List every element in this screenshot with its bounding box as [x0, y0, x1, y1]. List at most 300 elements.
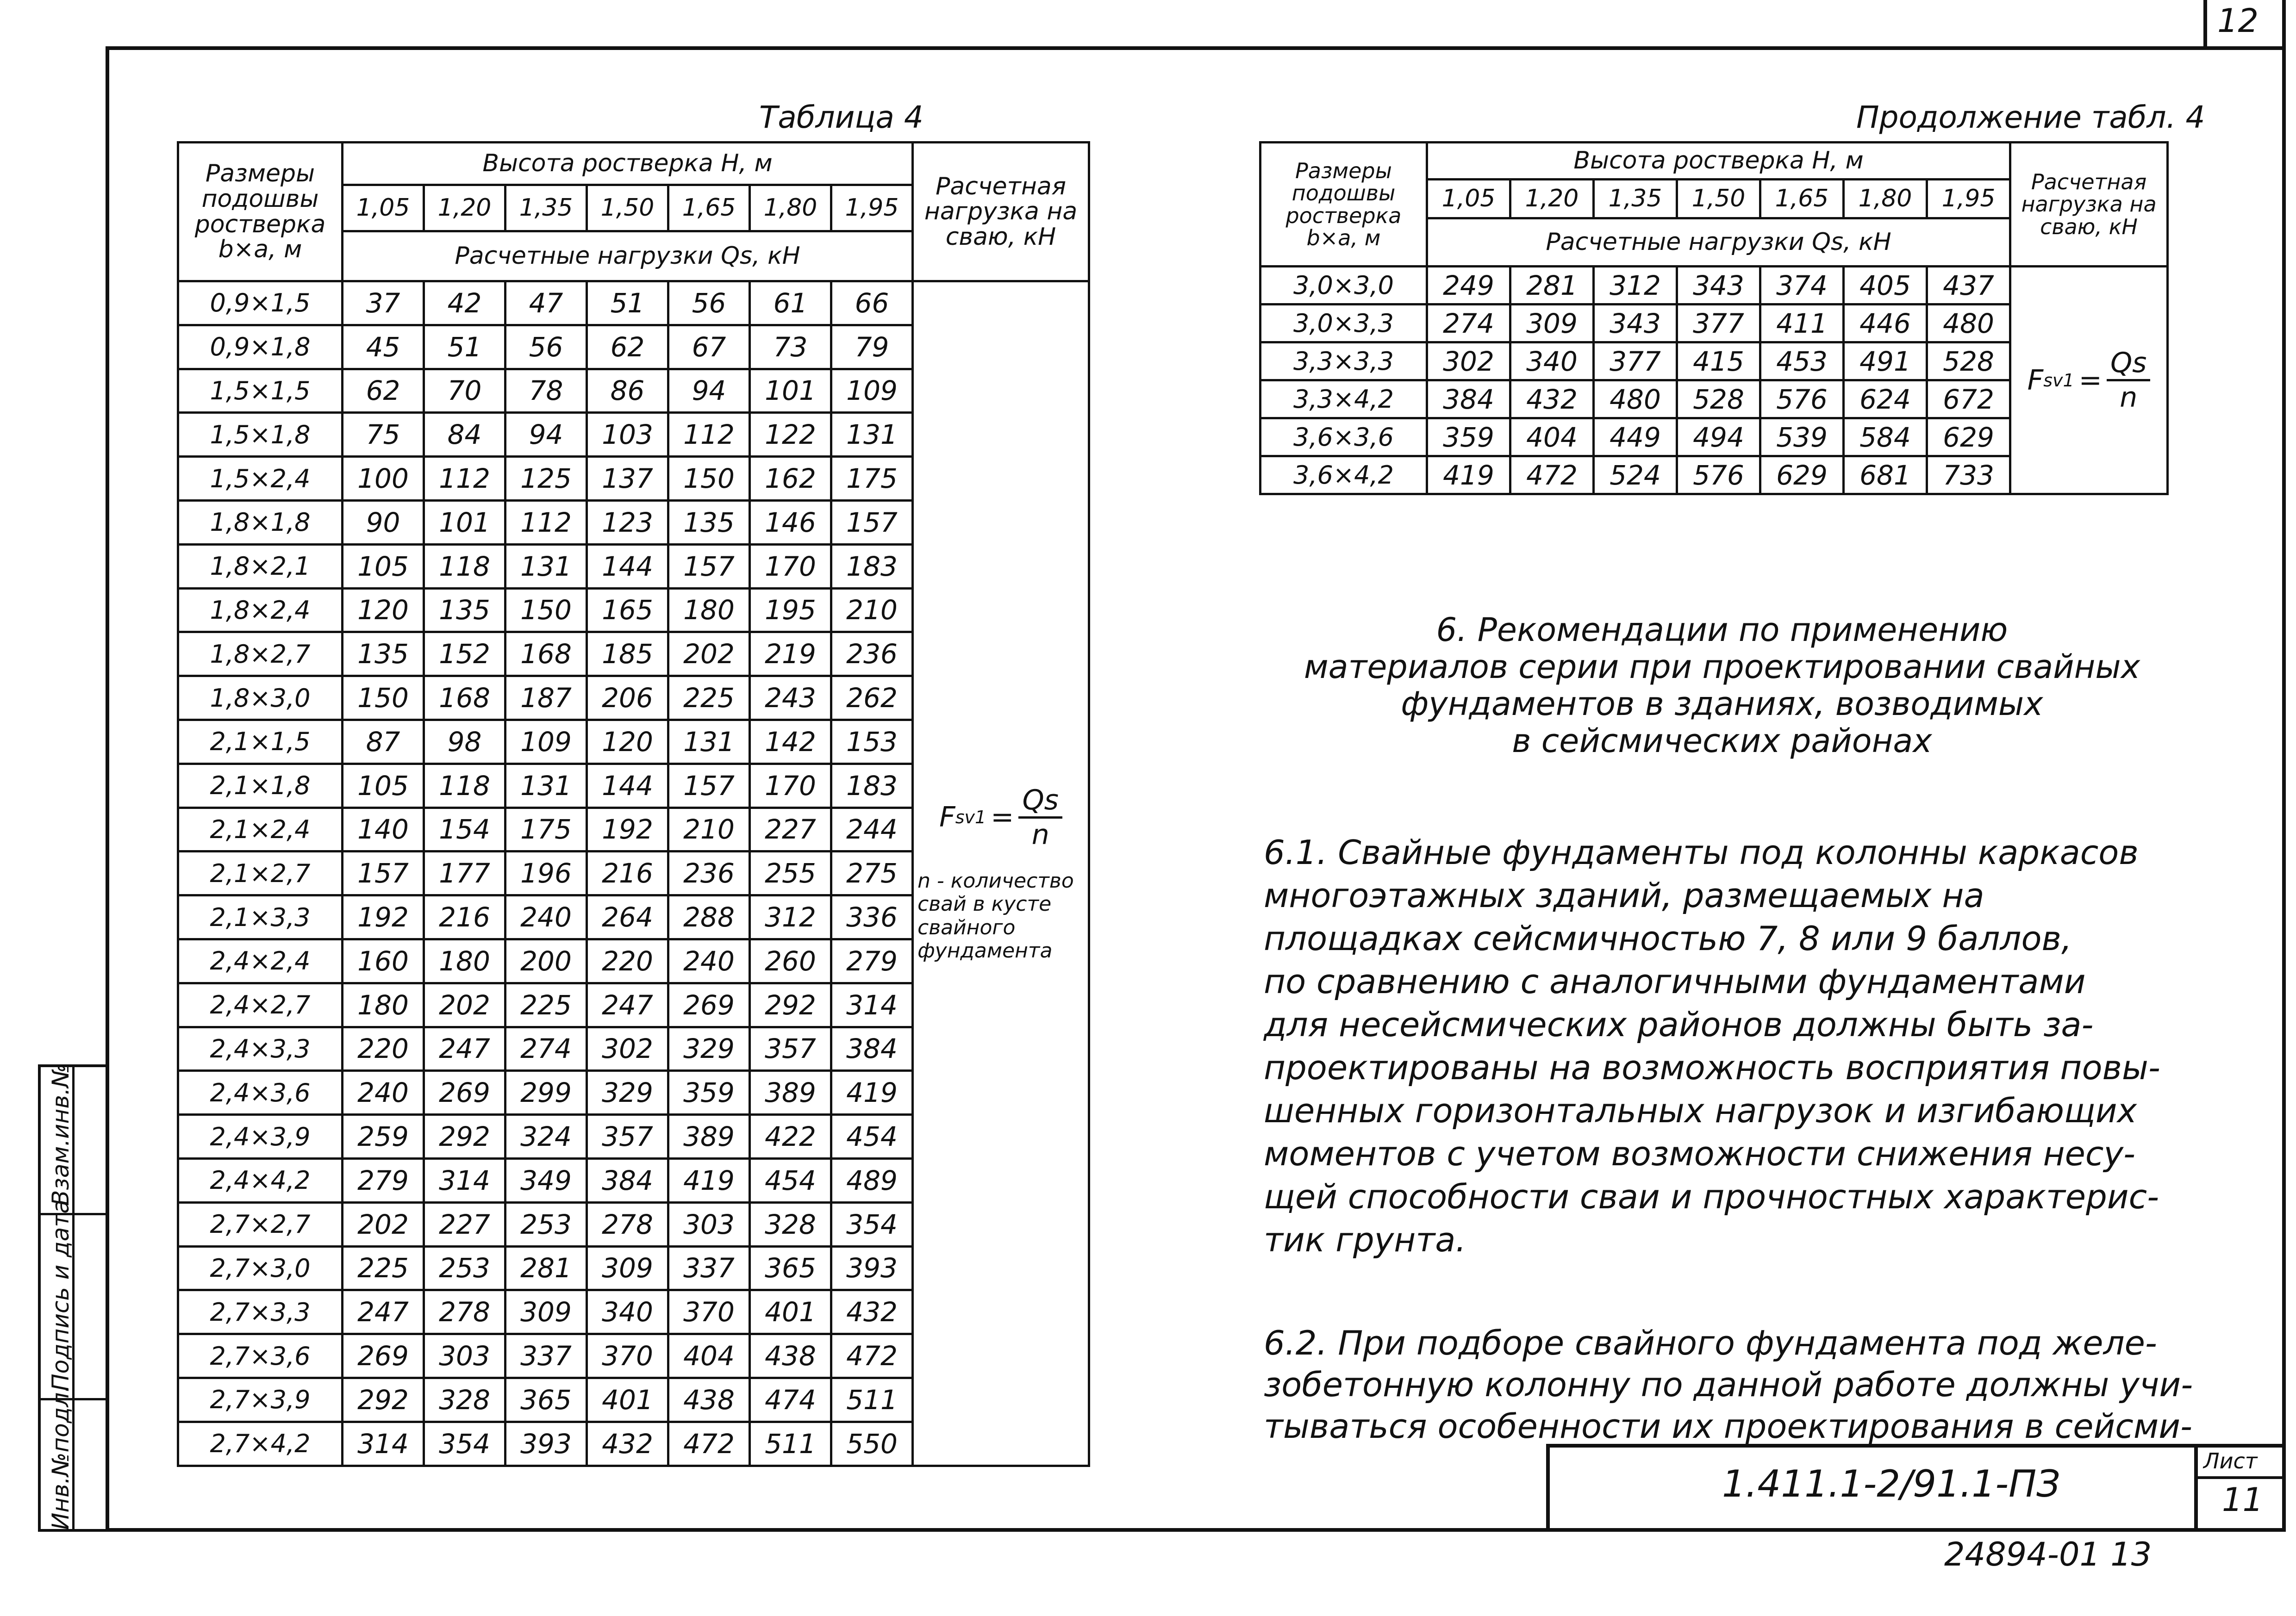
formula-equals: = [991, 801, 1014, 834]
load-value-cell: 243 [750, 676, 831, 720]
load-value-cell: 279 [343, 1158, 424, 1202]
load-value-cell: 131 [668, 720, 750, 764]
row-size-cell: 0,9×1,8 [178, 325, 343, 369]
row-size-cell: 2,7×2,7 [178, 1202, 343, 1246]
section-heading-line-1: 6. Рекомендации по применению [1436, 611, 2008, 649]
load-value-cell: 175 [831, 457, 913, 501]
formula-lhs-sup: 1 [974, 807, 986, 828]
load-value-cell: 405 [1844, 267, 1927, 305]
load-value-cell: 389 [750, 1071, 831, 1115]
load-value-cell: 157 [343, 852, 424, 895]
load-value-cell: 67 [668, 325, 750, 369]
formula-cell [2010, 267, 2168, 494]
load-value-cell: 200 [505, 939, 587, 983]
table-right-caption: Продолжение табл. 4 [1856, 99, 2205, 135]
paragraph-line: площадках сейсмичностью 7, 8 или 9 баллов, [1264, 919, 2072, 958]
load-value-cell: 244 [831, 808, 913, 852]
load-value-cell: 131 [505, 544, 587, 588]
load-value-cell: 419 [668, 1158, 750, 1202]
height-header-cell: 1,50 [1677, 180, 1760, 218]
load-value-cell: 401 [750, 1290, 831, 1334]
load-value-cell: 227 [424, 1202, 505, 1246]
paragraph-line: для несейсмических районов должны быть за- [1264, 1005, 2094, 1044]
load-value-cell: 142 [750, 720, 831, 764]
load-value-cell: 328 [750, 1202, 831, 1246]
footer-archive-number: 24894-01 13 [1944, 1535, 2152, 1573]
load-value-cell: 264 [587, 895, 668, 939]
load-value-cell: 393 [505, 1422, 587, 1466]
table-left-loads-header: Расчетные нагрузки Qs, кН [343, 231, 913, 281]
load-value-cell: 225 [505, 983, 587, 1027]
formula-block [914, 784, 1088, 963]
load-value-cell: 62 [343, 369, 424, 413]
formula-lhs: F [939, 801, 955, 834]
stamp-label-inv: Инв.№подл. [47, 1385, 74, 1530]
load-value-cell: 170 [750, 544, 831, 588]
load-value-cell: 357 [750, 1027, 831, 1071]
load-value-cell: 90 [343, 500, 424, 544]
load-value-cell: 401 [587, 1378, 668, 1422]
load-value-cell: 377 [1677, 305, 1760, 342]
load-value-cell: 432 [587, 1422, 668, 1466]
load-value-cell: 120 [343, 588, 424, 632]
load-value-cell: 438 [668, 1378, 750, 1422]
load-value-cell: 66 [831, 281, 913, 325]
load-value-cell: 168 [505, 632, 587, 676]
load-value-cell: 123 [587, 500, 668, 544]
load-value-cell: 624 [1844, 380, 1927, 418]
load-value-cell: 329 [668, 1027, 750, 1071]
height-header-cell: 1,20 [1510, 180, 1594, 218]
load-value-cell: 120 [587, 720, 668, 764]
load-value-cell: 384 [1427, 380, 1510, 418]
load-value-cell: 281 [1510, 267, 1594, 305]
load-value-cell: 86 [587, 369, 668, 413]
load-value-cell: 472 [1510, 456, 1594, 494]
load-value-cell: 150 [668, 457, 750, 501]
formula-equals: = [2078, 364, 2102, 397]
row-size-cell: 2,4×3,6 [178, 1071, 343, 1115]
load-value-cell: 206 [587, 676, 668, 720]
load-value-cell: 309 [505, 1290, 587, 1334]
row-size-cell: 2,4×3,3 [178, 1027, 343, 1071]
load-value-cell: 183 [831, 544, 913, 588]
load-value-cell: 528 [1927, 342, 2010, 380]
height-header-cell: 1,20 [424, 185, 505, 231]
load-value-cell: 269 [668, 983, 750, 1027]
load-value-cell: 236 [831, 632, 913, 676]
load-value-cell: 202 [424, 983, 505, 1027]
load-value-cell: 192 [587, 808, 668, 852]
load-value-cell: 236 [668, 852, 750, 895]
load-value-cell: 292 [343, 1378, 424, 1422]
load-value-cell: 419 [1427, 456, 1510, 494]
load-value-cell: 269 [424, 1071, 505, 1115]
height-header-cell: 1,80 [1844, 180, 1927, 218]
load-value-cell: 480 [1927, 305, 2010, 342]
load-value-cell: 84 [424, 413, 505, 457]
row-size-cell: 3,3×3,3 [1260, 342, 1427, 380]
table-left-result-header: Расчетная нагрузка на сваю, кН [913, 143, 1089, 281]
load-value-cell: 202 [668, 632, 750, 676]
load-value-cell: 365 [505, 1378, 587, 1422]
table-left-height-header: Высота ростверка H, м [343, 143, 913, 185]
load-value-cell: 216 [587, 852, 668, 895]
load-value-cell: 135 [343, 632, 424, 676]
load-value-cell: 105 [343, 764, 424, 808]
formula-numerator: Qs [1018, 784, 1062, 819]
row-size-cell: 2,7×3,0 [178, 1246, 343, 1290]
row-size-cell: 2,7×3,3 [178, 1290, 343, 1334]
section-heading-line-2: материалов серии при проектировании свайных [1304, 648, 2140, 686]
load-value-cell: 45 [343, 325, 424, 369]
load-value-cell: 343 [1677, 267, 1760, 305]
load-value-cell: 183 [831, 764, 913, 808]
load-value-cell: 103 [587, 413, 668, 457]
load-value-cell: 73 [750, 325, 831, 369]
load-value-cell: 449 [1594, 418, 1677, 456]
load-value-cell: 94 [668, 369, 750, 413]
load-value-cell: 419 [831, 1071, 913, 1115]
load-value-cell: 275 [831, 852, 913, 895]
row-size-cell: 3,0×3,3 [1260, 305, 1427, 342]
load-value-cell: 101 [424, 500, 505, 544]
load-value-cell: 349 [505, 1158, 587, 1202]
table-right-size-header: Размеры подошвы ростверка b×a, м [1260, 143, 1427, 267]
load-formula [939, 784, 1062, 851]
table-right-result-header: Расчетная нагрузка на сваю, кН [2010, 143, 2168, 267]
paragraph-line: по сравнению с аналогичными фундаментами [1264, 962, 2086, 1001]
load-value-cell: 550 [831, 1422, 913, 1466]
load-value-cell: 404 [668, 1334, 750, 1378]
load-value-cell: 37 [343, 281, 424, 325]
stamp-label-replace: Взам.инв.№ [47, 1063, 74, 1206]
load-value-cell: 260 [750, 939, 831, 983]
load-value-cell: 370 [668, 1290, 750, 1334]
load-value-cell: 125 [505, 457, 587, 501]
load-value-cell: 474 [750, 1378, 831, 1422]
table-left [177, 141, 1090, 1467]
load-value-cell: 219 [750, 632, 831, 676]
load-value-cell: 733 [1927, 456, 2010, 494]
load-value-cell: 100 [343, 457, 424, 501]
load-value-cell: 51 [424, 325, 505, 369]
load-value-cell: 269 [343, 1334, 424, 1378]
load-value-cell: 437 [1927, 267, 2010, 305]
load-value-cell: 101 [750, 369, 831, 413]
formula-lhs: F [2027, 364, 2044, 397]
load-value-cell: 262 [831, 676, 913, 720]
formula-fraction [2107, 347, 2151, 414]
load-value-cell: 75 [343, 413, 424, 457]
load-value-cell: 415 [1677, 342, 1760, 380]
load-value-cell: 303 [668, 1202, 750, 1246]
section-heading-line-3: фундаментов в зданиях, возводимых [1401, 685, 2043, 723]
load-value-cell: 312 [1594, 267, 1677, 305]
formula-lhs-sub: sv [955, 807, 975, 828]
section-heading-line-4: в сейсмических районах [1512, 722, 1932, 760]
height-header-cell: 1,50 [587, 185, 668, 231]
row-size-cell: 1,5×2,4 [178, 457, 343, 501]
load-value-cell: 112 [505, 500, 587, 544]
load-value-cell: 109 [505, 720, 587, 764]
load-value-cell: 389 [668, 1115, 750, 1159]
row-size-cell: 2,4×4,2 [178, 1158, 343, 1202]
paragraph-line: моментов с учетом возможности снижения несу- [1264, 1134, 2136, 1173]
table-left-size-header: Размеры подошвы ростверка b×a, м [178, 143, 343, 281]
formula-lhs-sup: 1 [2063, 370, 2074, 391]
load-value-cell: 302 [1427, 342, 1510, 380]
load-value-cell: 56 [505, 325, 587, 369]
load-value-cell: 384 [831, 1027, 913, 1071]
load-value-cell: 131 [831, 413, 913, 457]
load-value-cell: 202 [343, 1202, 424, 1246]
load-value-cell: 472 [831, 1334, 913, 1378]
load-value-cell: 153 [831, 720, 913, 764]
row-size-cell: 1,5×1,8 [178, 413, 343, 457]
load-value-cell: 384 [587, 1158, 668, 1202]
load-value-cell: 150 [343, 676, 424, 720]
load-value-cell: 146 [750, 500, 831, 544]
load-formula [2028, 347, 2151, 414]
load-value-cell: 314 [343, 1422, 424, 1466]
row-size-cell: 3,6×3,6 [1260, 418, 1427, 456]
load-value-cell: 150 [505, 588, 587, 632]
load-value-cell: 374 [1760, 267, 1844, 305]
load-value-cell: 177 [424, 852, 505, 895]
row-size-cell: 2,4×2,7 [178, 983, 343, 1027]
height-header-cell: 1,35 [505, 185, 587, 231]
row-size-cell: 3,3×4,2 [1260, 380, 1427, 418]
load-value-cell: 87 [343, 720, 424, 764]
load-value-cell: 175 [505, 808, 587, 852]
row-size-cell: 3,0×3,0 [1260, 267, 1427, 305]
height-header-cell: 1,05 [1427, 180, 1510, 218]
load-value-cell: 131 [505, 764, 587, 808]
load-value-cell: 629 [1927, 418, 2010, 456]
row-size-cell: 2,1×2,4 [178, 808, 343, 852]
load-value-cell: 135 [424, 588, 505, 632]
load-value-cell: 137 [587, 457, 668, 501]
load-value-cell: 411 [1760, 305, 1844, 342]
load-value-cell: 377 [1594, 342, 1677, 380]
row-size-cell: 2,7×4,2 [178, 1422, 343, 1466]
load-value-cell: 154 [424, 808, 505, 852]
load-value-cell: 152 [424, 632, 505, 676]
height-header-cell: 1,95 [831, 185, 913, 231]
load-value-cell: 524 [1594, 456, 1677, 494]
load-value-cell: 140 [343, 808, 424, 852]
load-value-cell: 480 [1594, 380, 1677, 418]
load-value-cell: 511 [750, 1422, 831, 1466]
load-value-cell: 144 [587, 544, 668, 588]
load-value-cell: 187 [505, 676, 587, 720]
sheet-label: Лист [2203, 1448, 2258, 1473]
load-value-cell: 314 [831, 983, 913, 1027]
row-size-cell: 2,1×1,8 [178, 764, 343, 808]
load-value-cell: 61 [750, 281, 831, 325]
load-value-cell: 336 [831, 895, 913, 939]
load-value-cell: 432 [1510, 380, 1594, 418]
load-value-cell: 157 [668, 764, 750, 808]
load-value-cell: 324 [505, 1115, 587, 1159]
load-value-cell: 79 [831, 325, 913, 369]
load-value-cell: 47 [505, 281, 587, 325]
load-value-cell: 393 [831, 1246, 913, 1290]
height-header-cell: 1,65 [1760, 180, 1844, 218]
load-value-cell: 70 [424, 369, 505, 413]
load-value-cell: 432 [831, 1290, 913, 1334]
table-right-height-header: Высота ростверка H, м [1427, 143, 2010, 180]
load-value-cell: 357 [587, 1115, 668, 1159]
load-value-cell: 359 [1427, 418, 1510, 456]
load-value-cell: 42 [424, 281, 505, 325]
document-code: 1.411.1-2/91.1-ПЗ [1722, 1462, 2060, 1505]
load-value-cell: 253 [424, 1246, 505, 1290]
load-value-cell: 281 [505, 1246, 587, 1290]
load-value-cell: 51 [587, 281, 668, 325]
table-right-loads-header: Расчетные нагрузки Qs, кН [1427, 218, 2010, 267]
formula-denominator: n [2120, 381, 2138, 414]
load-value-cell: 112 [424, 457, 505, 501]
load-value-cell: 247 [424, 1027, 505, 1071]
top-page-number: 12 [2217, 2, 2259, 40]
load-value-cell: 337 [668, 1246, 750, 1290]
load-value-cell: 299 [505, 1071, 587, 1115]
sheet-number-divider [2194, 1476, 2286, 1479]
load-value-cell: 98 [424, 720, 505, 764]
row-size-cell: 2,4×2,4 [178, 939, 343, 983]
formula-lhs-sub: sv [2043, 370, 2063, 391]
paragraph-line: проектированы на возможность восприятия повы- [1264, 1048, 2160, 1087]
paragraph-line: шенных горизонтальных нагрузок и изгибающих [1264, 1091, 2137, 1130]
sheet-number: 11 [2222, 1481, 2264, 1519]
load-value-cell: 343 [1594, 305, 1677, 342]
row-size-cell: 3,6×4,2 [1260, 456, 1427, 494]
load-value-cell: 274 [1427, 305, 1510, 342]
row-size-cell: 2,4×3,9 [178, 1115, 343, 1159]
load-value-cell: 210 [831, 588, 913, 632]
load-value-cell: 438 [750, 1334, 831, 1378]
formula-block [2011, 347, 2166, 414]
row-size-cell: 2,1×1,5 [178, 720, 343, 764]
formula-note: n - количество свай в кусте свайного фундамента [917, 869, 1074, 963]
height-header-cell: 1,35 [1594, 180, 1677, 218]
row-size-cell: 1,8×3,0 [178, 676, 343, 720]
load-value-cell: 278 [424, 1290, 505, 1334]
load-value-cell: 180 [668, 588, 750, 632]
row-size-cell: 1,8×2,7 [178, 632, 343, 676]
load-value-cell: 109 [831, 369, 913, 413]
paragraph-line: тик грунта. [1264, 1220, 1466, 1259]
load-value-cell: 160 [343, 939, 424, 983]
formula-fraction [1018, 784, 1062, 851]
load-value-cell: 122 [750, 413, 831, 457]
height-header-cell: 1,95 [1927, 180, 2010, 218]
load-value-cell: 135 [668, 500, 750, 544]
paragraph-line: 6.2. При подборе свайного фундамента под желе- [1264, 1324, 2157, 1362]
row-size-cell: 2,7×3,6 [178, 1334, 343, 1378]
load-value-cell: 365 [750, 1246, 831, 1290]
load-value-cell: 192 [343, 895, 424, 939]
load-value-cell: 539 [1760, 418, 1844, 456]
load-value-cell: 240 [505, 895, 587, 939]
load-value-cell: 288 [668, 895, 750, 939]
load-value-cell: 309 [587, 1246, 668, 1290]
load-value-cell: 337 [505, 1334, 587, 1378]
row-size-cell: 1,5×1,5 [178, 369, 343, 413]
load-value-cell: 253 [505, 1202, 587, 1246]
formula-cell [913, 281, 1089, 1466]
load-value-cell: 225 [343, 1246, 424, 1290]
load-value-cell: 422 [750, 1115, 831, 1159]
load-value-cell: 78 [505, 369, 587, 413]
load-value-cell: 454 [750, 1158, 831, 1202]
load-value-cell: 240 [343, 1071, 424, 1115]
load-value-cell: 112 [668, 413, 750, 457]
load-value-cell: 453 [1760, 342, 1844, 380]
load-value-cell: 629 [1760, 456, 1844, 494]
load-value-cell: 220 [343, 1027, 424, 1071]
height-header-cell: 1,80 [750, 185, 831, 231]
stamp-label-sign: Подпись и дата [47, 1199, 74, 1391]
table-left-caption: Таблица 4 [759, 99, 923, 135]
row-size-cell: 0,9×1,5 [178, 281, 343, 325]
load-value-cell: 144 [587, 764, 668, 808]
load-value-cell: 249 [1427, 267, 1510, 305]
load-value-cell: 274 [505, 1027, 587, 1071]
load-value-cell: 302 [587, 1027, 668, 1071]
load-value-cell: 247 [587, 983, 668, 1027]
load-value-cell: 309 [1510, 305, 1594, 342]
height-header-cell: 1,05 [343, 185, 424, 231]
table-right [1259, 141, 2169, 495]
load-value-cell: 494 [1677, 418, 1760, 456]
load-value-cell: 292 [750, 983, 831, 1027]
row-size-cell: 2,1×2,7 [178, 852, 343, 895]
load-value-cell: 584 [1844, 418, 1927, 456]
load-value-cell: 168 [424, 676, 505, 720]
load-value-cell: 340 [1510, 342, 1594, 380]
load-value-cell: 225 [668, 676, 750, 720]
paragraph-line: тываться особенности их проектирования в сейсми- [1264, 1407, 2192, 1446]
load-value-cell: 511 [831, 1378, 913, 1422]
load-value-cell: 489 [831, 1158, 913, 1202]
load-value-cell: 328 [424, 1378, 505, 1422]
load-value-cell: 472 [668, 1422, 750, 1466]
load-value-cell: 56 [668, 281, 750, 325]
row-size-cell: 1,8×1,8 [178, 500, 343, 544]
load-value-cell: 340 [587, 1290, 668, 1334]
formula-denominator: n [1031, 818, 1049, 851]
load-value-cell: 216 [424, 895, 505, 939]
load-value-cell: 354 [831, 1202, 913, 1246]
load-value-cell: 354 [424, 1422, 505, 1466]
table-row [178, 281, 1089, 325]
load-value-cell: 278 [587, 1202, 668, 1246]
load-value-cell: 185 [587, 632, 668, 676]
load-value-cell: 157 [831, 500, 913, 544]
paragraph-line: щей способности сваи и прочностных характерис- [1264, 1177, 2159, 1216]
load-value-cell: 118 [424, 764, 505, 808]
load-value-cell: 180 [343, 983, 424, 1027]
height-header-cell: 1,65 [668, 185, 750, 231]
load-value-cell: 195 [750, 588, 831, 632]
load-value-cell: 259 [343, 1115, 424, 1159]
load-value-cell: 528 [1677, 380, 1760, 418]
formula-numerator: Qs [2107, 347, 2151, 381]
load-value-cell: 491 [1844, 342, 1927, 380]
